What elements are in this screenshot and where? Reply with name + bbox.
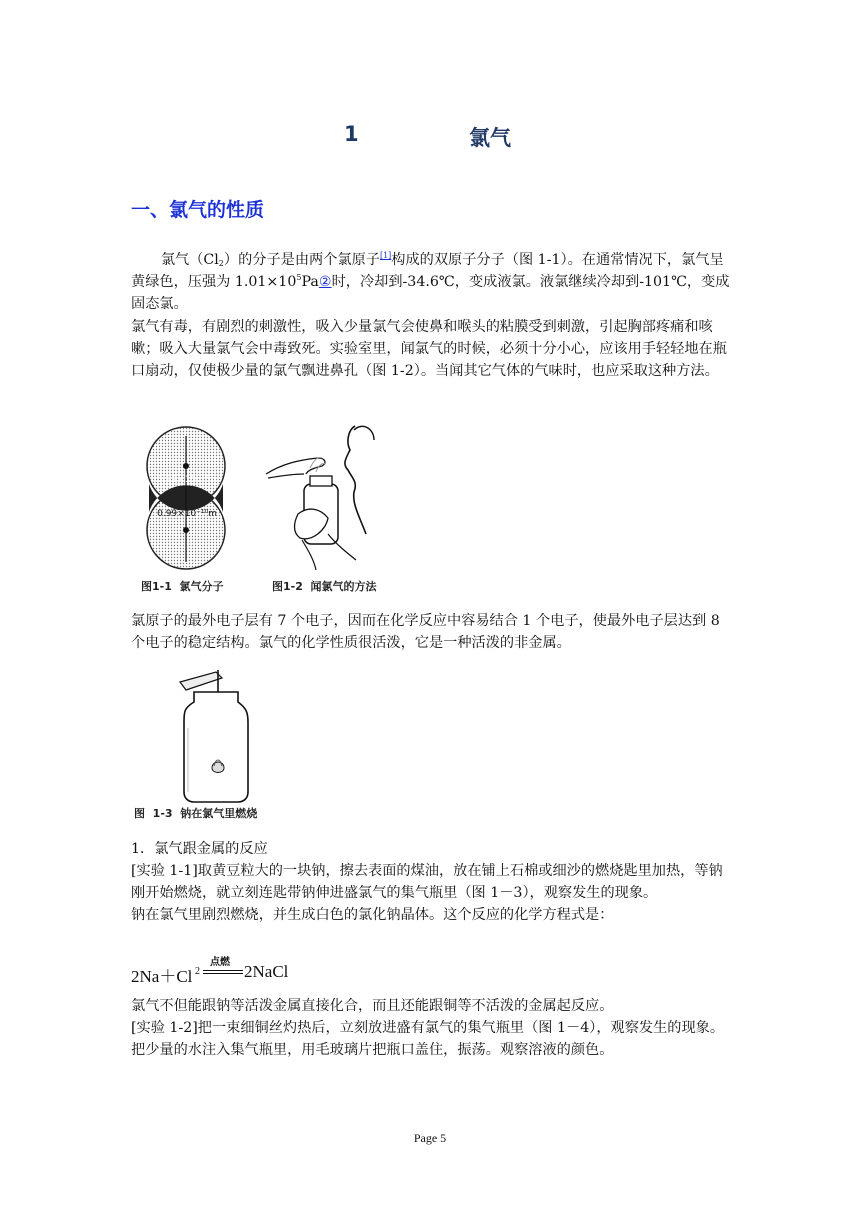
page-footer: Page 5 [413, 1131, 447, 1145]
figure-1-1-caption: 图1-1 氯气分子 [141, 580, 224, 593]
chapter-name: 氯气 [469, 126, 511, 150]
paragraph-metal-reaction: 1．氯气跟金属的反应 [实验 1-1]取黄豆粒大的一块钠，擦去表面的煤油，放在铺上石棉或细沙的燃烧匙里加热，等钠刚开始燃烧，就立刻连匙带钠伸进盛氯气的集气瓶里（图 1－3），观察发生的现象。 钠在氯气里剧烈燃烧，并生成白色的氯化钠晶体。这个反应的化学方程式是： [131, 838, 731, 926]
molecule-label-top: 0.99×10⁻¹⁰m [157, 475, 217, 485]
paragraph-electrons: 氯原子的最外电子层有 7 个电子，因而在化学反应中容易结合 1 个电子，使最外电子层达到 8 个电子的稳定结构。氯气的化学性质很活泼，它是一种活泼的非金属。 [131, 613, 720, 651]
figure-1-3-caption: 图 1-3 钠在氯气里燃烧 [134, 807, 258, 820]
figure-sodium-burning [176, 668, 256, 804]
note-link[interactable]: ② [318, 274, 332, 290]
molecule-label-bottom: 0.99×10⁻¹⁰m [157, 509, 217, 519]
paragraph-toxicity: 氯气有毒，有剧烈的刺激性，吸入少量氯气会使鼻和喉头的粘膜受到刺激，引起胸部疼痛和咳嗽；吸入大量氯气会中毒致死。实验室里，闻氯气的时候，必须十分小心，应该用手轻轻地在瓶口扇动，仅使极少量的氯气飘进鼻孔（图 1-2）。当闻其它气体的气味时，也应采取这种方法。 [131, 319, 727, 379]
chemical-equation: 2Na＋Cl 2 点燃 2NaCl [131, 957, 289, 986]
figure-1-2-caption: 图1-2 闻氯气的方法 [272, 580, 377, 593]
paragraph-properties: 氯气$(Cl_2)$的分子是由两个氯原子[1]构成的双原子分子（图 1-1）。在通常情况下，氯气呈黄绿色，压强为 $1.01\times 10^5Pa②$时，冷却到-34.6℃，变成液氯。液氯继续冷却到-101℃，变成固态氯。 [131, 251, 730, 312]
figure-chlorine-molecule [143, 424, 229, 574]
chapter-number: 1 [344, 122, 359, 146]
paragraph-copper: 氯气不但能跟钠等活泼金属直接化合，而且还能跟铜等不活泼的金属起反应。 [实验 1-2]把一束细铜丝灼热后，立刻放进盛有氯气的集气瓶里（图 1－4），观察发生的现象。把少量的水注入集气瓶里，用毛玻璃片把瓶口盖住，振荡。观察溶液的颜色。 [131, 998, 725, 1058]
footnote-ref[interactable]: [1] [379, 251, 392, 260]
section-heading: 一、氯气的性质 [131, 199, 265, 221]
subsection-heading: 1．氯气跟金属的反应 [131, 841, 268, 857]
figure-smelling-method [262, 422, 382, 572]
